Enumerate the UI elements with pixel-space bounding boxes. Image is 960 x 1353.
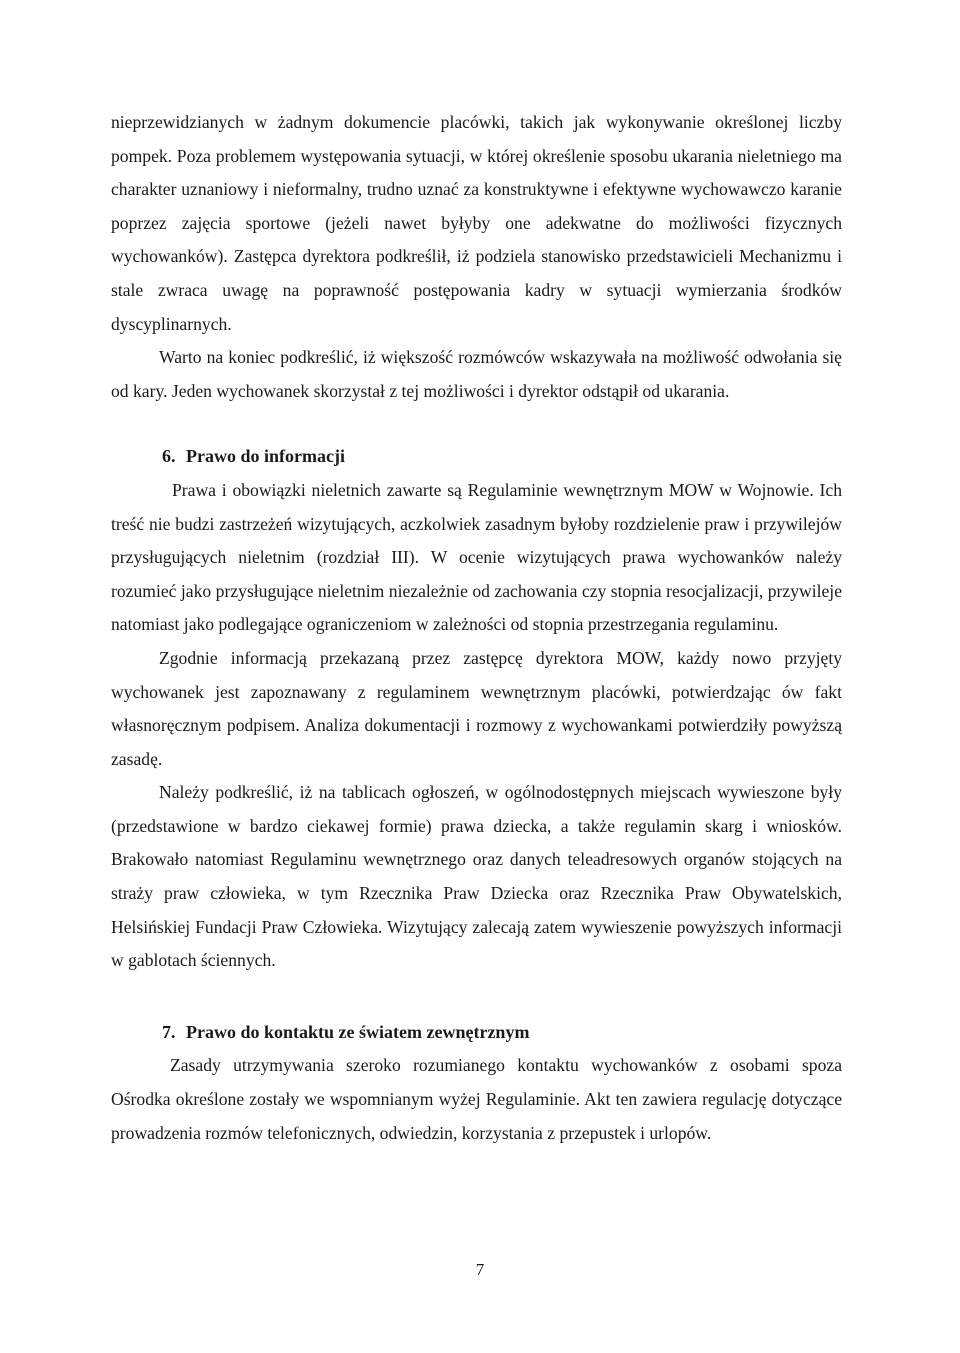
section-7-number: 7.: [162, 1021, 176, 1042]
paragraph-continuation: nieprzewidzianych w żadnym dokumencie placówki, takich jak wykonywanie określonej liczby pompek. Poza problemem występowania sytuacji, w której określenie sposobu ukarania nieletniego ma charakter uznaniowy i nieformalny, trudno uznać za konstruktywne i efektywne wychowawczo karanie poprzez zajęcia sportowe (jeżeli nawet byłyby one adekwatne do możliwości fizycznych wychowanków). Zastępca dyrektora podkreślił, iż podziela stanowisko przedstawicieli Mechanizmu i stale zwraca uwagę na poprawność postępowania kadry w sytuacji wymierzania środków dyscyplinarnych.: [111, 112, 842, 334]
section-7-title: Prawo do kontaktu ze światem zewnętrznym: [186, 1021, 530, 1042]
section-6-title: Prawo do informacji: [186, 446, 345, 467]
section-6-paragraph-3: Należy podkreślić, iż na tablicach ogłoszeń, w ogólnodostępnych miejscach wywieszone były (przedstawione w bardzo ciekawej formie) prawa dziecka, a także regulamin skarg i wniosków. Brakowało natomiast Regulaminu wewnętrznego oraz danych teleadresowych organów stojących na straży praw człowieka, w tym Rzecznika Praw Dziecka oraz Rzecznika Praw Obywatelskich, Helsińskiej Fundacji Praw Człowieka. Wizytujący zalecają zatem wywieszenie powyższych informacji w gablotach ściennych.: [111, 782, 842, 971]
document-body: [111, 106, 842, 1150]
section-6-number: 6.: [162, 446, 176, 467]
section-6-paragraph-2: Zgodnie informacją przekazaną przez zastępcę dyrektora MOW, każdy nowo przyjęty wychowanek jest zapoznawany z regulaminem wewnętrznym placówki, potwierdzając ów fakt własnoręcznym podpisem. Analiza dokumentacji i rozmowy z wychowankami potwierdziły powyższą zasadę.: [111, 647, 842, 769]
section-7-paragraph-1: Zasady utrzymywania szeroko rozumianego kontaktu wychowanków z osobami spoza Ośrodka określone zostały we wspomnianym wyżej Regulaminie. Akt ten zawiera regulację dotyczące prowadzenia rozmów telefonicznych, odwiedzin, korzystania z przepustek i urlopów.: [111, 1055, 842, 1143]
page-number: 7: [475, 1260, 485, 1279]
section-6-heading: [111, 440, 842, 474]
paragraph-appeal: Warto na koniec podkreślić, iż większość rozmówców wskazywała na możliwość odwołania się od kary. Jeden wychowanek skorzystał z tej możliwości i dyrektor odstąpił od ukarania.: [111, 347, 842, 401]
section-6-paragraph-1: Prawa i obowiązki nieletnich zawarte są Regulaminie wewnętrznym MOW w Wojnowie. Ich treść nie budzi zastrzeżeń wizytujących, aczkolwiek zasadnym byłoby rozdzielenie praw i przywilejów przysługujących nieletnim (rozdział III). W ocenie wizytujących prawa wychowanków należy rozumieć jako przysługujące nieletnim niezależnie od zachowania czy stopnia resocjalizacji, przywileje natomiast jako podlegające ograniczeniom w zależności od stopnia przestrzegania regulaminu.: [111, 479, 842, 635]
section-7-heading: [111, 1016, 842, 1050]
